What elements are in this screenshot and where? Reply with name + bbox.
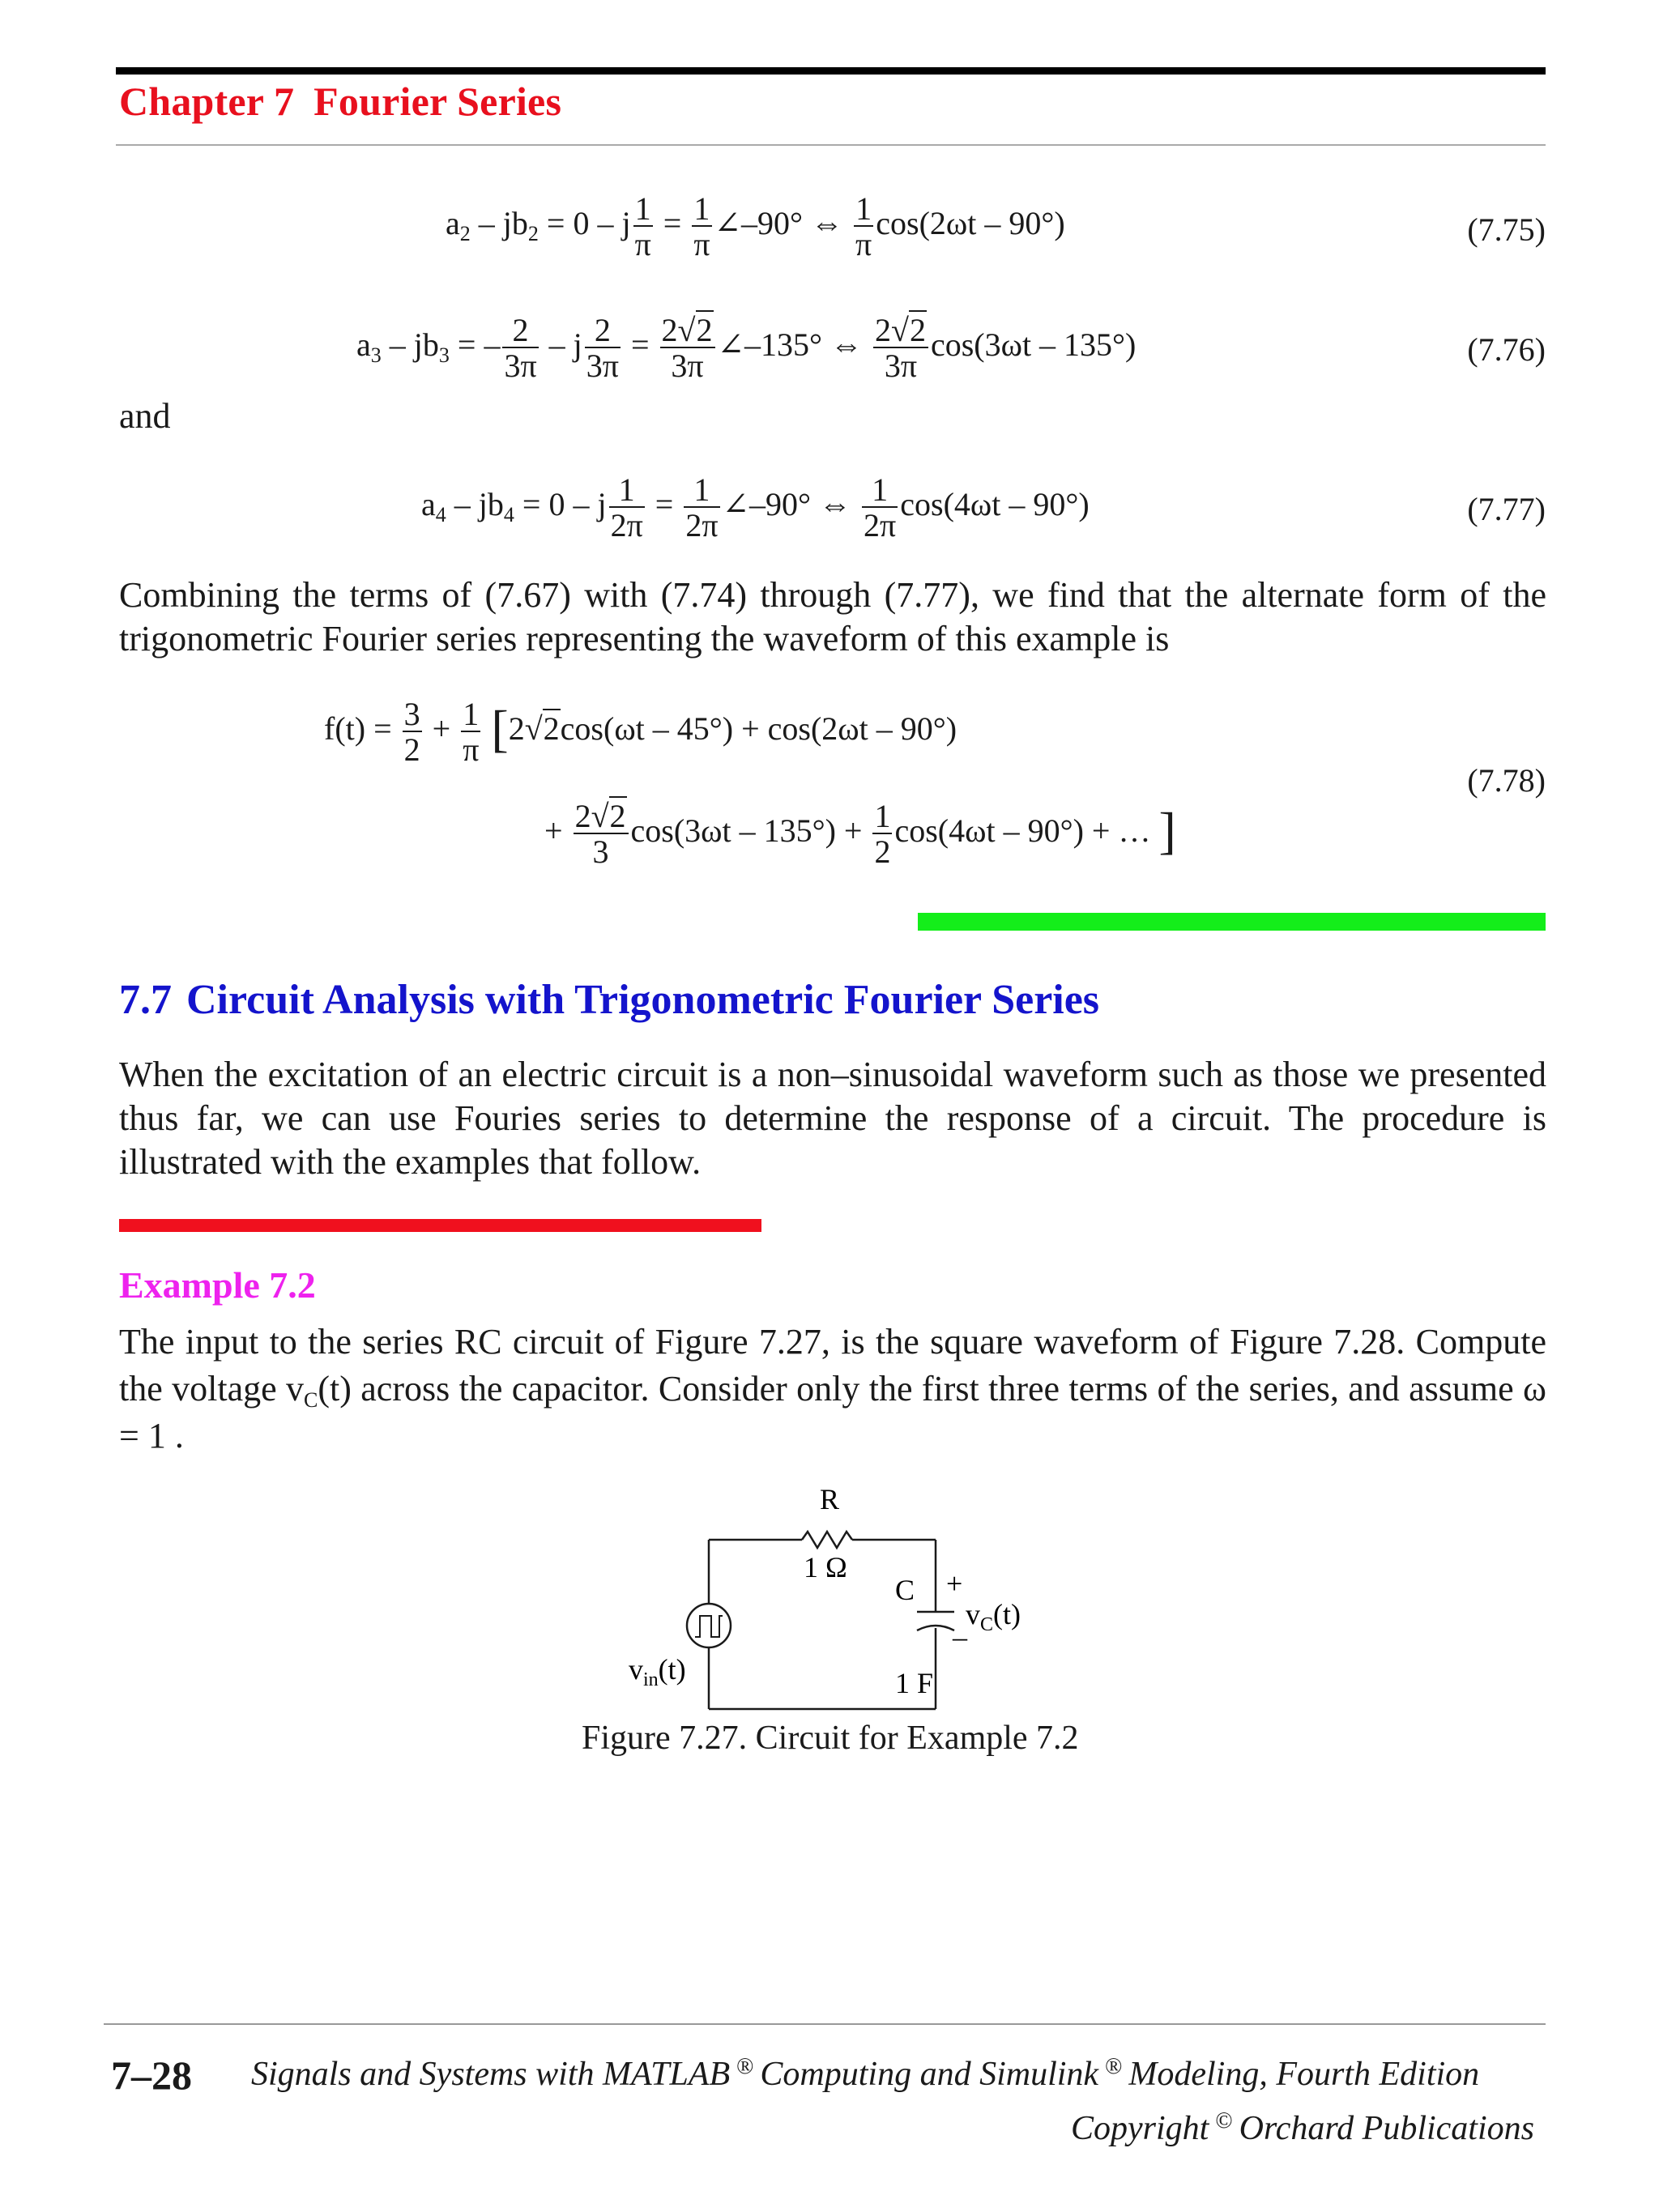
equation-number-7-78: (7.78) — [1467, 762, 1546, 799]
footer-divider — [104, 2023, 1546, 2025]
capacitor-minus-sign: – — [953, 1621, 967, 1653]
equation-7-78-line-2: + $\frac{2√2}{3}$ cos(3ωt – 135°) + $\frac{1}{2}$ cos(4ωt – 90°) + … ] — [544, 798, 1176, 870]
equation-7-78-line-1: f(t) = $\frac{3}{2}$ + $\frac{1}{\pi}$ [2√2cos(ωt – 45°) + cos(2ωt – 90°) — [324, 696, 957, 768]
header-divider — [116, 144, 1546, 146]
resistor-value: 1 Ω — [804, 1551, 847, 1583]
copyright-line: Copyright © Orchard Publications — [1071, 2108, 1534, 2147]
capacitor-label: C — [895, 1574, 915, 1606]
capacitor-plus-sign: + — [946, 1567, 963, 1600]
page-number: 7–28 — [111, 2052, 192, 2098]
square-wave-source-icon — [687, 1604, 731, 1647]
equation-7-75: $a_2 - jb_2 = 0 - j$ $\frac{1}{\pi}$ = $\frac{1}{\pi}$ ∠–90° ⇔ $\frac{1}{\pi}$ cos(2ωt – 90°) — [446, 190, 1065, 262]
rc-circuit-diagram — [616, 1478, 1069, 1721]
equation-7-76: $a_3 - jb_3$ = – $\frac{2}{3\pi}$ – j $\frac{2}{3\pi}$ = $\frac{2√2}{3\pi}$ ∠–135° ⇔ $\frac{2√2}{3\pi}$ cos(3ωt – 135°) — [356, 312, 1137, 384]
figure-caption: Figure 7.27. Circuit for Example 7.2 — [582, 1720, 1079, 1757]
example-paragraph: The input to the series RC circuit of Figure 7.27, is the square waveform of Figure 7.28. Compute the voltage $v_C(t)$ across the capacitor. Consider only the first three terms of the series, and assume ω = 1 . — [119, 1322, 1547, 1455]
top-rule — [116, 67, 1546, 75]
equation-number-7-77: (7.77) — [1467, 491, 1546, 527]
combining-paragraph: Combining the terms of (7.67) with (7.74) through (7.77), we find that the alternate form of the trigonometric Fourier series representing the waveform of this example is — [119, 575, 1546, 658]
vin-label: $v_{in}(t)$ — [629, 1653, 686, 1690]
connector-text-and: and — [119, 396, 171, 436]
section-heading — [119, 976, 1099, 1024]
section-number: 7.7 — [119, 977, 172, 1023]
green-divider-bar — [918, 913, 1546, 931]
equation-number-7-76: (7.76) — [1467, 331, 1546, 368]
section-title: Circuit Analysis with Trigonometric Fourier Series — [186, 977, 1100, 1023]
chapter-title: Fourier Series — [313, 79, 562, 124]
example-heading: Example 7.2 — [119, 1264, 316, 1306]
chapter-label: Chapter 7 — [119, 79, 295, 124]
resistor-label: R — [820, 1483, 840, 1515]
book-title: Signals and Systems with MATLAB ® Computing and Simulink ® Modeling, Fourth Edition — [251, 2054, 1480, 2093]
capacitor-value: 1 F — [895, 1667, 934, 1699]
equation-number-7-75: (7.75) — [1467, 211, 1546, 248]
red-divider-bar — [119, 1219, 761, 1232]
chapter-heading — [119, 78, 561, 125]
vc-label: $v_C(t)$ — [966, 1598, 1021, 1635]
square-wave-symbol — [695, 1616, 723, 1637]
resistor-symbol — [802, 1532, 852, 1548]
equation-7-77: $a_4 - jb_4 = 0 - j$ $\frac{1}{2\pi}$ = $\frac{1}{2\pi}$ ∠–90° ⇔ $\frac{1}{2\pi}$ cos(4ωt – 90°) — [421, 471, 1090, 543]
section-paragraph: When the excitation of an electric circuit is a non–sinusoidal waveform such as those we presented thus far, we can use Fouries series to determine the response of a circuit. The procedure is illustrated with the examples that follow. — [119, 1055, 1546, 1182]
